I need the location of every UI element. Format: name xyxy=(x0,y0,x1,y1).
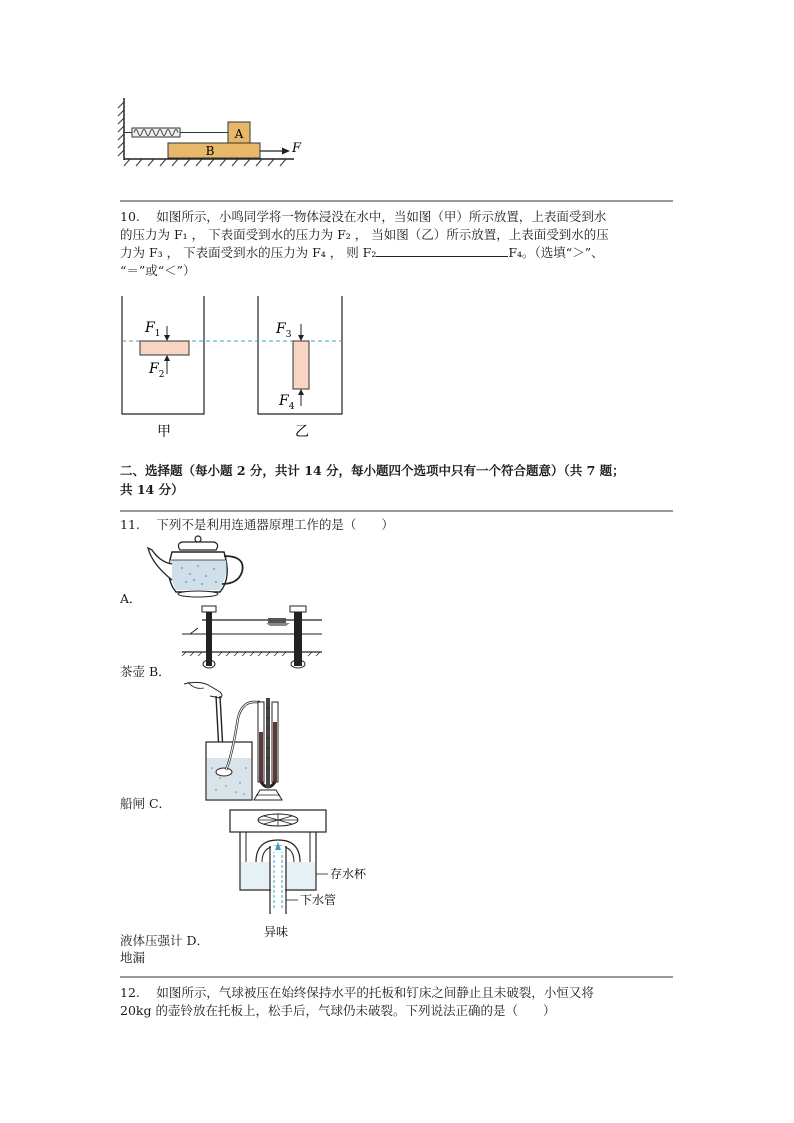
option-c-label[interactable]: 船闸 C． xyxy=(120,796,172,811)
q10-line-3 xyxy=(120,244,604,262)
q12-line-1: 12. 如图所示，气球被压在始终保持水平的托板和钉床之间静止且未破裂，小恒又将 xyxy=(120,985,594,1000)
q10-line-4: “＝”或“＜”） xyxy=(120,263,196,278)
floor-drain-icon xyxy=(228,808,367,942)
f1-label: $F_1$ xyxy=(145,320,161,339)
f4-label: $F_4$ xyxy=(279,393,295,412)
caption-jia: 甲 xyxy=(157,424,171,440)
drain-label-pipe: 下水管 xyxy=(300,893,337,907)
drain-label-odor: 异味 xyxy=(264,925,289,939)
section-2-header-line-2: 共 14 分） xyxy=(120,482,184,497)
caption-yi: 乙 xyxy=(295,424,309,440)
option-d-name: 地漏 xyxy=(120,950,146,965)
q12-line-2: 20kg 的壶铃放在托板上，松手后，气球仍未破裂。下列说法正确的是（ ） xyxy=(120,1003,556,1018)
f2-label: $F_2$ xyxy=(149,361,165,380)
f3-label: $F_3$ xyxy=(276,321,292,340)
option-d-label[interactable]: 液体压强计 D． xyxy=(120,933,209,948)
q10-line-2: 的压力为 F₁ ， 下表面受到水的压力为 F₂ ， 当如图（乙）所示放置，上表面受到水的压 xyxy=(120,227,609,242)
drain-label-cup: 存水杯 xyxy=(330,867,367,881)
option-a-label[interactable]: A． xyxy=(120,591,142,606)
answer-blank[interactable] xyxy=(376,245,508,257)
divider xyxy=(120,200,673,202)
teapot-icon xyxy=(146,534,250,600)
divider xyxy=(120,976,673,978)
q10-line-3-pre: 力为 F₃ ， 下表面受到水的压力为 F₄ ， 则 F₂ xyxy=(120,245,377,260)
section-2-header-line-1: 二、选择题（每小题 2 分，共计 14 分，每小题四个选项中只有一个符合题意）（共 7 题； xyxy=(120,463,625,478)
q10-line-3-post: F₄。（选填“＞”、 xyxy=(508,245,604,260)
q11-stem: 11. 下列不是利用连通器原理工作的是（ ） xyxy=(120,517,394,532)
beaker-figure xyxy=(118,294,348,446)
block-b-label: B xyxy=(205,144,215,158)
divider xyxy=(120,510,673,512)
pressure-gauge-icon xyxy=(180,678,290,804)
force-f-label: F xyxy=(292,141,302,156)
block-a-label: A xyxy=(234,127,244,141)
spring-block-figure xyxy=(118,94,308,168)
option-b-label[interactable]: 茶壶 B． xyxy=(120,664,171,679)
ship-lock-icon xyxy=(182,604,328,672)
q10-line-1: 10. 如图所示，小鸣同学将一物体浸没在水中，当如图（甲）所示放置，上表面受到水 xyxy=(120,209,607,224)
